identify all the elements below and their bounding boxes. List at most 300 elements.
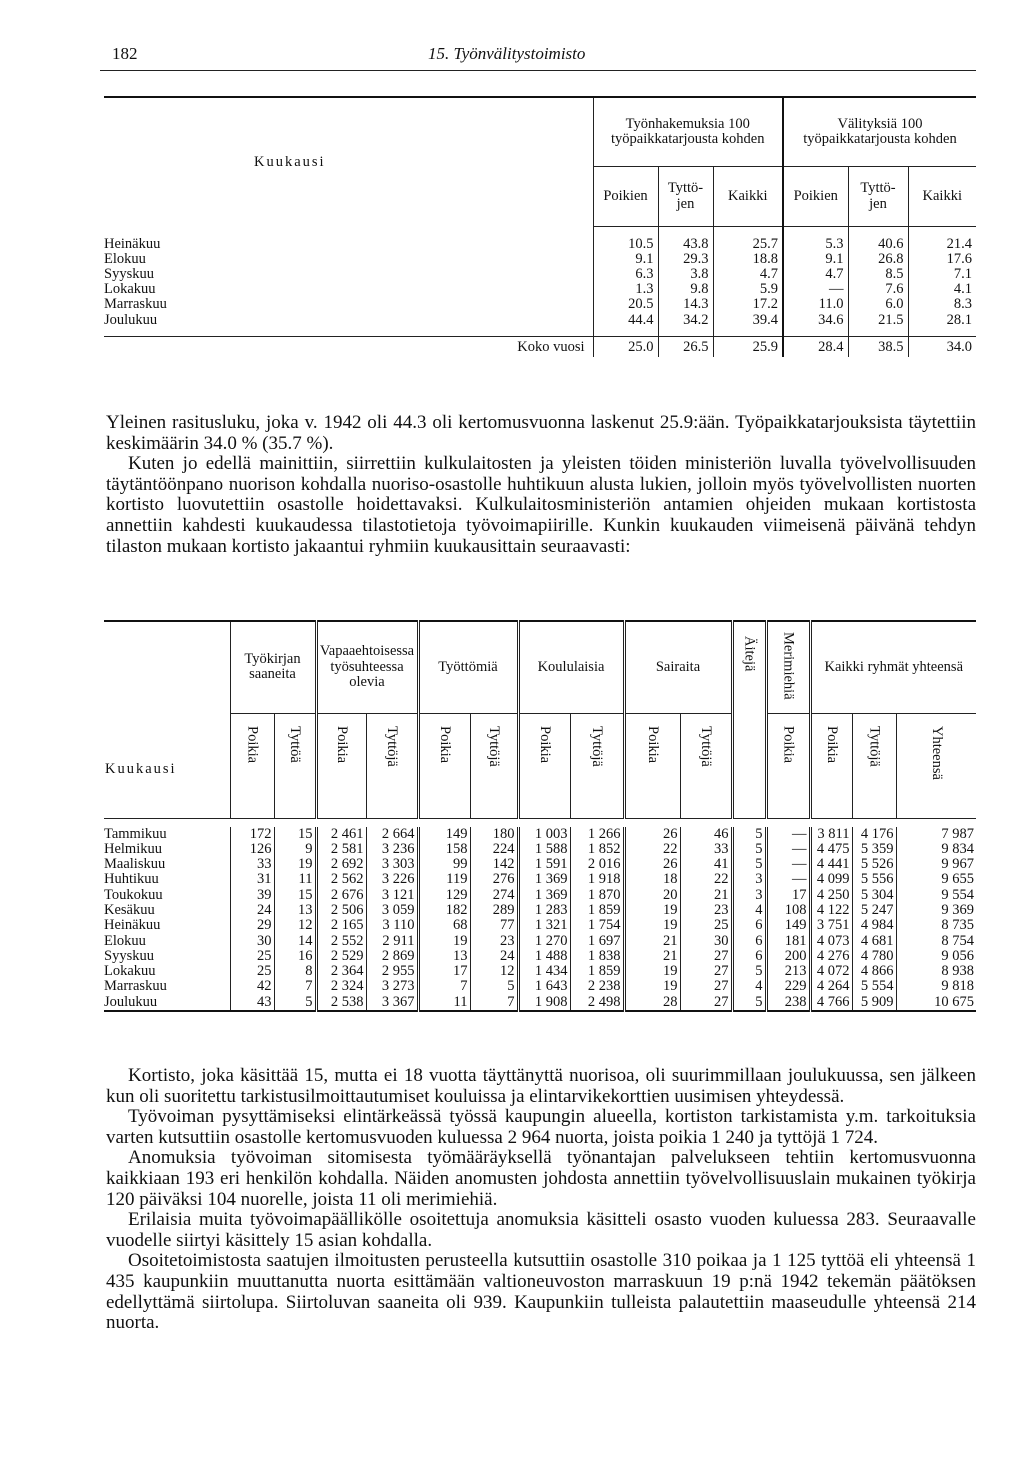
- table-row: [104, 252, 976, 267]
- value-cell: 1 321: [518, 918, 570, 933]
- value-cell: 3 303: [366, 857, 418, 872]
- paragraph: Työvoiman pysyttämiseksi elintärkeässä työssä kaupungin alueella, kortiston tarkistamista y.m. tarkoituksia varten kutsuttiin osastolle kertomusvuoden kuluessa 2 964 nuorta, joista poikia 1 240 ja tyttöjä 1 724.: [106, 1106, 976, 1148]
- value-cell: 6: [732, 934, 766, 949]
- col-header: Poikia: [645, 725, 662, 763]
- value-cell: 43: [230, 995, 274, 1011]
- value-cell: 6.0: [848, 297, 908, 312]
- value-cell: 4: [732, 903, 766, 918]
- month-cell: Tammikuu: [104, 825, 167, 842]
- text-block-1: [106, 413, 976, 557]
- value-cell: 180: [470, 827, 518, 842]
- page-header: [100, 40, 976, 71]
- table-row: [104, 964, 976, 979]
- value-cell: 2 016: [570, 857, 624, 872]
- value-cell: 15: [274, 827, 316, 842]
- value-cell: 3 121: [366, 888, 418, 903]
- value-cell: —: [766, 842, 810, 857]
- month-cell: Huhtikuu: [104, 871, 159, 888]
- value-cell: 8: [274, 964, 316, 979]
- value-cell: 3 059: [366, 903, 418, 918]
- group-header-placements: Välityksiä 100 työpaikkatarjousta kohden: [783, 97, 976, 167]
- month-cell: Heinäkuu: [104, 235, 161, 252]
- value-cell: 13: [274, 903, 316, 918]
- month-cell: Toukokuu: [104, 886, 163, 903]
- table-row: [104, 918, 976, 933]
- value-cell: 19: [418, 934, 470, 949]
- value-cell: 2 238: [570, 979, 624, 994]
- value-cell: 10 675: [896, 995, 976, 1011]
- value-cell: 4 984: [852, 918, 896, 933]
- value-cell: 1 003: [518, 827, 570, 842]
- value-cell: 33: [680, 842, 732, 857]
- group-header: Sairaita: [624, 621, 732, 713]
- table-row: [104, 282, 976, 297]
- value-cell: 20.5: [593, 297, 658, 312]
- value-cell: 9 967: [896, 857, 976, 872]
- ratio-table: [104, 96, 976, 357]
- value-cell: 10.5: [593, 237, 658, 252]
- paragraph: Anomuksia työvoiman sitomisesta työmääräyksellä työnantajan palvelukseen tehtiin kertomusvuonna kaikkiaan 193 eri henkilön kohdalla. Näiden anomusten johdosta annettiin työvelvollisuuslain mukainen työkirja 120 päiväksi 104 nuorelle, joista 11 oli merimiehiä.: [106, 1147, 976, 1210]
- value-cell: 20: [624, 888, 680, 903]
- value-cell: 44.4: [593, 313, 658, 328]
- value-cell: 1 369: [518, 872, 570, 887]
- col-header: Tyttöä: [287, 725, 304, 763]
- value-cell: 7: [274, 979, 316, 994]
- value-cell: 15: [274, 888, 316, 903]
- value-cell: 27: [680, 964, 732, 979]
- value-cell: 11: [418, 995, 470, 1011]
- value-cell: 25: [230, 964, 274, 979]
- value-cell: 9.1: [593, 252, 658, 267]
- col-header: Yhteensä: [928, 725, 945, 780]
- col-header: Kaikki: [713, 167, 783, 227]
- value-cell: 6: [732, 949, 766, 964]
- value-cell: 28: [624, 995, 680, 1011]
- value-cell: 30: [680, 934, 732, 949]
- col-header: Tyttöjä: [486, 725, 503, 767]
- month-cell: Lokakuu: [104, 281, 156, 298]
- value-cell: 12: [470, 964, 518, 979]
- value-cell: 3 811: [810, 827, 852, 842]
- value-cell: 5 359: [852, 842, 896, 857]
- value-cell: 5: [732, 842, 766, 857]
- value-cell: 129: [418, 888, 470, 903]
- value-cell: 29.3: [658, 252, 713, 267]
- value-cell: 1 591: [518, 857, 570, 872]
- value-cell: 2 165: [316, 918, 366, 933]
- value-cell: 1 859: [570, 903, 624, 918]
- value-cell: 4 276: [810, 949, 852, 964]
- value-cell: 11: [274, 872, 316, 887]
- paragraph: Kuten jo edellä mainittiin, siirrettiin kulkulaitosten ja yleisten töiden ministeriön luvalla työvelvollisuuden täytäntöönpano nuorison kohdalla nuoriso-osastolle huhtikuun alusta lukien, jolloin myös työvelvollisten nuorten kortisto luovutettiin osastolle hoidettavaksi. Kulkulaitosministeriön antamien ohjeiden mukaan kortistosta annettiin kahdesti kuukaudessa tilastotietoja työvoimapiirille. Kunkin kuukauden viimeisenä päivänä tehdyn tilaston mukaan kortisto jakaantui ryhmiin kuukausittain seuraavasti:: [106, 453, 976, 557]
- value-cell: 119: [418, 872, 470, 887]
- value-cell: 18: [624, 872, 680, 887]
- group-header-vertical: Merimiehiä: [780, 632, 797, 700]
- value-cell: —: [783, 282, 848, 297]
- value-cell: 7.6: [848, 282, 908, 297]
- value-cell: 5.9: [713, 282, 783, 297]
- value-cell: 3: [732, 872, 766, 887]
- value-cell: 9 554: [896, 888, 976, 903]
- col-header: Poikia: [244, 725, 261, 763]
- table-row: [104, 979, 976, 994]
- value-cell: 43.8: [658, 237, 713, 252]
- group-header: Vapaaehtoisessa työsuhteessa olevia: [316, 621, 418, 713]
- value-cell: 9 655: [896, 872, 976, 887]
- value-cell: 1 908: [518, 995, 570, 1011]
- value-cell: 26: [624, 857, 680, 872]
- value-cell: 1 270: [518, 934, 570, 949]
- value-cell: 3 367: [366, 995, 418, 1011]
- value-cell: 25.7: [713, 237, 783, 252]
- value-cell: 149: [418, 827, 470, 842]
- group-header: Kaikki ryhmät yhteensä: [810, 621, 976, 713]
- value-cell: 4 073: [810, 934, 852, 949]
- value-cell: 9 056: [896, 949, 976, 964]
- value-cell: 34.2: [658, 313, 713, 328]
- youth-registry-table: [104, 620, 976, 1012]
- total-cell: 26.5: [658, 336, 713, 357]
- value-cell: 17: [766, 888, 810, 903]
- value-cell: 26.8: [848, 252, 908, 267]
- value-cell: 13: [418, 949, 470, 964]
- value-cell: 5 554: [852, 979, 896, 994]
- table-row: [104, 903, 976, 918]
- col-header: Tyttöjä: [589, 725, 606, 767]
- col-header: Tyttö- jen: [848, 167, 908, 227]
- value-cell: 5: [274, 995, 316, 1011]
- value-cell: 5: [470, 979, 518, 994]
- text-block-2: [106, 1066, 976, 1334]
- value-cell: 9 369: [896, 903, 976, 918]
- value-cell: 14.3: [658, 297, 713, 312]
- value-cell: 2 324: [316, 979, 366, 994]
- value-cell: 1 754: [570, 918, 624, 933]
- table-row: [104, 842, 976, 857]
- value-cell: 27: [680, 995, 732, 1011]
- value-cell: 4 250: [810, 888, 852, 903]
- value-cell: 9: [274, 842, 316, 857]
- value-cell: 2 562: [316, 872, 366, 887]
- value-cell: 17: [418, 964, 470, 979]
- value-cell: 1.3: [593, 282, 658, 297]
- value-cell: 3 110: [366, 918, 418, 933]
- month-header: Kuukausi: [104, 621, 230, 818]
- col-header: Poikia: [334, 725, 351, 763]
- value-cell: 181: [766, 934, 810, 949]
- value-cell: 27: [680, 979, 732, 994]
- value-cell: 4 441: [810, 857, 852, 872]
- value-cell: 5 247: [852, 903, 896, 918]
- value-cell: 25: [230, 949, 274, 964]
- col-header: Kaikki: [908, 167, 976, 227]
- value-cell: 2 506: [316, 903, 366, 918]
- col-header: Poikia: [537, 725, 554, 763]
- value-cell: 5 909: [852, 995, 896, 1011]
- value-cell: 33: [230, 857, 274, 872]
- value-cell: —: [766, 827, 810, 842]
- paragraph: Osoitetoimistosta saatujen ilmoitusten perusteella kutsuttiin osastolle 310 poikaa ja 1 125 tyttöä eli yhteensä 1 435 kaupunkiin muuttanutta nuorta esittämään valtioneuvoston marraskuun 19 p:nä 1942 tekemän päätöksen edellyttämä siirtolupa. Siirtoluvan saaneita oli 939. Kaupunkiin tulleista palautettiin maaseudulle yhteensä 214 nuorta.: [106, 1250, 976, 1334]
- table-row: [104, 297, 976, 312]
- value-cell: 4: [732, 979, 766, 994]
- value-cell: 21: [680, 888, 732, 903]
- value-cell: 108: [766, 903, 810, 918]
- value-cell: 5 304: [852, 888, 896, 903]
- value-cell: 5.3: [783, 237, 848, 252]
- total-label: Koko vuosi: [104, 336, 593, 357]
- value-cell: 18.8: [713, 252, 783, 267]
- value-cell: 3 751: [810, 918, 852, 933]
- total-cell: 25.0: [593, 336, 658, 357]
- value-cell: 39.4: [713, 313, 783, 328]
- value-cell: 8 754: [896, 934, 976, 949]
- value-cell: 21: [624, 949, 680, 964]
- value-cell: 1 434: [518, 964, 570, 979]
- table-row: [104, 949, 976, 964]
- value-cell: 8.5: [848, 267, 908, 282]
- table-row: [104, 857, 976, 872]
- month-cell: Joulukuu: [104, 995, 230, 1011]
- value-cell: 3 273: [366, 979, 418, 994]
- value-cell: 1 266: [570, 827, 624, 842]
- value-cell: 213: [766, 964, 810, 979]
- value-cell: 5: [732, 964, 766, 979]
- table-row: [104, 237, 976, 252]
- value-cell: 2 911: [366, 934, 418, 949]
- value-cell: 39: [230, 888, 274, 903]
- value-cell: 19: [624, 918, 680, 933]
- value-cell: 14: [274, 934, 316, 949]
- value-cell: 5: [732, 827, 766, 842]
- value-cell: —: [766, 857, 810, 872]
- value-cell: 4 122: [810, 903, 852, 918]
- value-cell: 23: [680, 903, 732, 918]
- value-cell: 149: [766, 918, 810, 933]
- total-cell: 34.0: [908, 336, 976, 357]
- value-cell: 22: [680, 872, 732, 887]
- value-cell: 16: [274, 949, 316, 964]
- group-header: Työttömiä: [418, 621, 518, 713]
- value-cell: 289: [470, 903, 518, 918]
- value-cell: 1 588: [518, 842, 570, 857]
- value-cell: 2 529: [316, 949, 366, 964]
- value-cell: 158: [418, 842, 470, 857]
- page-number: 182: [112, 44, 138, 63]
- col-header: Tyttöjä: [698, 725, 715, 767]
- value-cell: 41: [680, 857, 732, 872]
- value-cell: 11.0: [783, 297, 848, 312]
- total-cell: 25.9: [713, 336, 783, 357]
- col-header: Tyttö- jen: [658, 167, 713, 227]
- value-cell: 4 475: [810, 842, 852, 857]
- value-cell: 2 364: [316, 964, 366, 979]
- month-cell: Marraskuu: [104, 978, 167, 995]
- value-cell: 6.3: [593, 267, 658, 282]
- value-cell: 9.8: [658, 282, 713, 297]
- value-cell: 4 866: [852, 964, 896, 979]
- value-cell: 40.6: [848, 237, 908, 252]
- value-cell: 3 226: [366, 872, 418, 887]
- value-cell: 2 955: [366, 964, 418, 979]
- value-cell: 1 918: [570, 872, 624, 887]
- value-cell: 274: [470, 888, 518, 903]
- table-row: [104, 827, 976, 842]
- month-cell: Lokakuu: [104, 963, 156, 980]
- value-cell: 2 461: [316, 827, 366, 842]
- group-header-vertical: Äitejä: [741, 636, 758, 672]
- value-cell: —: [766, 872, 810, 887]
- value-cell: 172: [230, 827, 274, 842]
- value-cell: 7 987: [896, 827, 976, 842]
- value-cell: 5 556: [852, 872, 896, 887]
- value-cell: 182: [418, 903, 470, 918]
- value-cell: 31: [230, 872, 274, 887]
- value-cell: 4 264: [810, 979, 852, 994]
- value-cell: 34.6: [783, 313, 848, 328]
- value-cell: 1 283: [518, 903, 570, 918]
- value-cell: 6: [732, 918, 766, 933]
- month-cell: Elokuu: [104, 250, 146, 267]
- value-cell: 28.1: [908, 313, 976, 328]
- value-cell: 4.7: [713, 267, 783, 282]
- value-cell: 4 780: [852, 949, 896, 964]
- value-cell: 23: [470, 934, 518, 949]
- value-cell: 2 581: [316, 842, 366, 857]
- value-cell: 2 552: [316, 934, 366, 949]
- group-header: Työkirjan saaneita: [230, 621, 316, 713]
- value-cell: 4 766: [810, 995, 852, 1011]
- value-cell: 1 852: [570, 842, 624, 857]
- value-cell: 4 176: [852, 827, 896, 842]
- value-cell: 30: [230, 934, 274, 949]
- month-header: Kuukausi: [104, 97, 593, 227]
- value-cell: 200: [766, 949, 810, 964]
- value-cell: 7.1: [908, 267, 976, 282]
- value-cell: 2 676: [316, 888, 366, 903]
- value-cell: 3: [732, 888, 766, 903]
- value-cell: 7: [418, 979, 470, 994]
- total-cell: 38.5: [848, 336, 908, 357]
- month-cell: Syyskuu: [104, 265, 154, 282]
- value-cell: 229: [766, 979, 810, 994]
- value-cell: 21.4: [908, 237, 976, 252]
- table-row: [104, 995, 976, 1011]
- value-cell: 4.7: [783, 267, 848, 282]
- month-cell: Heinäkuu: [104, 917, 161, 934]
- value-cell: 2 664: [366, 827, 418, 842]
- col-header: Poikien: [783, 167, 848, 227]
- month-cell: Elokuu: [104, 932, 146, 949]
- value-cell: 19: [624, 979, 680, 994]
- value-cell: 17.2: [713, 297, 783, 312]
- value-cell: 21.5: [848, 313, 908, 328]
- col-header: Tyttöjä: [384, 725, 401, 767]
- value-cell: 2 869: [366, 949, 418, 964]
- chapter-title: 15. Työnvälitystoimisto: [428, 44, 586, 63]
- value-cell: 2 538: [316, 995, 366, 1011]
- value-cell: 22: [624, 842, 680, 857]
- value-cell: 77: [470, 918, 518, 933]
- total-cell: 28.4: [783, 336, 848, 357]
- value-cell: 3 236: [366, 842, 418, 857]
- table-row: [104, 313, 976, 328]
- col-header: Tyttöjä: [866, 725, 883, 767]
- value-cell: 1 369: [518, 888, 570, 903]
- month-cell: Marraskuu: [104, 296, 167, 313]
- col-header: Poikia: [824, 725, 841, 763]
- value-cell: 27: [680, 949, 732, 964]
- value-cell: 24: [230, 903, 274, 918]
- month-cell: Maaliskuu: [104, 856, 166, 873]
- value-cell: 4 072: [810, 964, 852, 979]
- value-cell: 1 838: [570, 949, 624, 964]
- value-cell: 5 526: [852, 857, 896, 872]
- paragraph: Erilaisia muita työvoimapäällikölle osoitettuja anomuksia käsitteli osasto vuoden kuluessa 283. Seuraavalle vuodelle siirtyi käsittely 15 asian kohdalla.: [106, 1209, 976, 1251]
- value-cell: 4 099: [810, 872, 852, 887]
- paragraph: Yleinen rasitusluku, joka v. 1942 oli 44.3 oli kertomusvuonna laskenut 25.9:ään. Työpaikkatarjouksista täytettiin keskimäärin 34.0 % (35.7 %).: [106, 412, 976, 454]
- value-cell: 5: [732, 857, 766, 872]
- value-cell: 21: [624, 934, 680, 949]
- table-row: [104, 267, 976, 282]
- col-header: Poikia: [437, 725, 454, 763]
- group-header-applications: Työnhakemuksia 100 työpaikkatarjousta kohden: [593, 97, 783, 167]
- table-row: [104, 888, 976, 903]
- month-cell: Syyskuu: [104, 947, 154, 964]
- value-cell: 46: [680, 827, 732, 842]
- value-cell: 1 870: [570, 888, 624, 903]
- value-cell: 29: [230, 918, 274, 933]
- value-cell: 99: [418, 857, 470, 872]
- value-cell: 276: [470, 872, 518, 887]
- value-cell: 19: [274, 857, 316, 872]
- value-cell: 8 735: [896, 918, 976, 933]
- month-cell: Joulukuu: [104, 311, 158, 328]
- month-cell: Helmikuu: [104, 840, 162, 857]
- value-cell: 4.1: [908, 282, 976, 297]
- table-row: [104, 934, 976, 949]
- value-cell: 42: [230, 979, 274, 994]
- value-cell: 1 697: [570, 934, 624, 949]
- value-cell: 238: [766, 995, 810, 1011]
- value-cell: 12: [274, 918, 316, 933]
- value-cell: 4 681: [852, 934, 896, 949]
- value-cell: 1 859: [570, 964, 624, 979]
- value-cell: 3.8: [658, 267, 713, 282]
- value-cell: 5: [732, 995, 766, 1011]
- value-cell: 142: [470, 857, 518, 872]
- value-cell: 8.3: [908, 297, 976, 312]
- value-cell: 224: [470, 842, 518, 857]
- paragraph: Kortisto, joka käsittää 15, mutta ei 18 vuotta täyttänyttä nuorisoa, oli suurimmillaan joulukuussa, sen jälkeen kun oli suoritettu tarkistusilmoittautumiset kouluissa ja elintarvikekorttien uusimisen yhteydessä.: [106, 1065, 976, 1107]
- value-cell: 1 488: [518, 949, 570, 964]
- value-cell: 24: [470, 949, 518, 964]
- value-cell: 68: [418, 918, 470, 933]
- value-cell: 1 643: [518, 979, 570, 994]
- value-cell: 9 834: [896, 842, 976, 857]
- group-header: Koululaisia: [518, 621, 624, 713]
- col-header: Poikia: [780, 725, 797, 763]
- value-cell: 17.6: [908, 252, 976, 267]
- value-cell: 19: [624, 903, 680, 918]
- value-cell: 25: [680, 918, 732, 933]
- month-cell: Kesäkuu: [104, 901, 155, 918]
- table-row: [104, 872, 976, 887]
- col-header: Poikien: [593, 167, 658, 227]
- value-cell: 2 498: [570, 995, 624, 1011]
- value-cell: 19: [624, 964, 680, 979]
- value-cell: 7: [470, 995, 518, 1011]
- value-cell: 2 692: [316, 857, 366, 872]
